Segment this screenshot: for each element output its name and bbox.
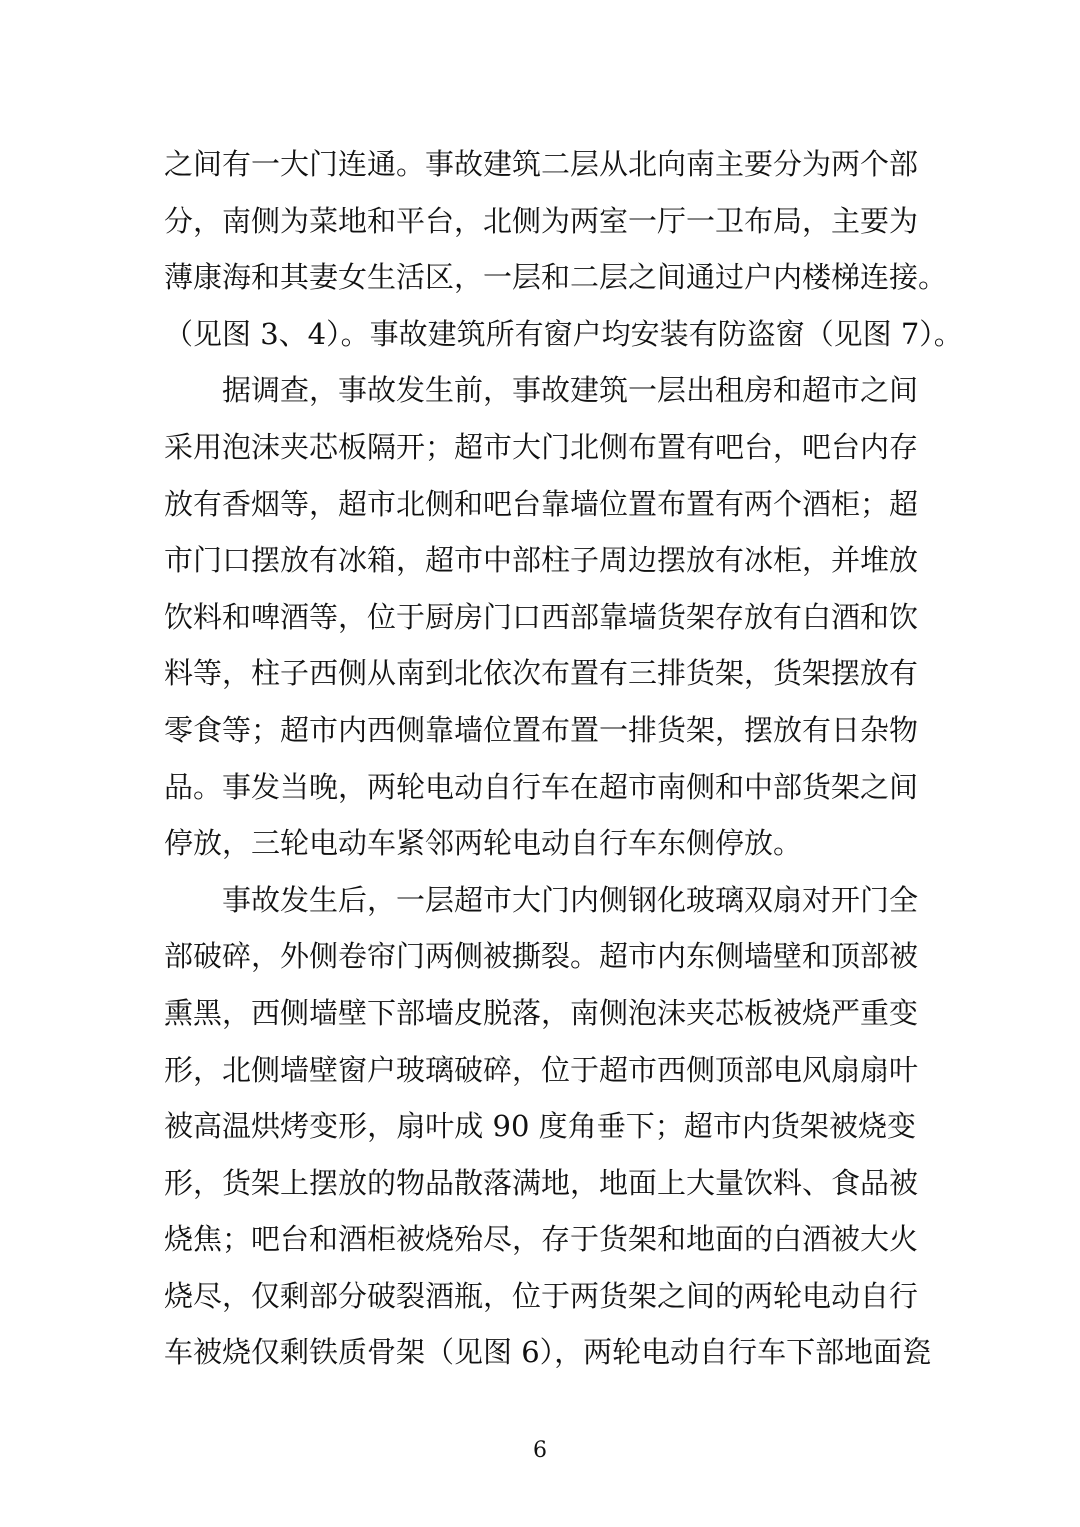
- text-line: 薄康海和其妻女生活区，一层和二层之间通过户内楼梯连接。: [164, 260, 948, 295]
- text-line: 零食等；超市内西侧靠墙位置布置一排货架，摆放有日杂物: [164, 712, 919, 747]
- text-line: 烧焦；吧台和酒柜被烧殆尽，存于货架和地面的白酒被大火: [164, 1222, 919, 1257]
- text-line: 形，货架上摆放的物品散落满地，地面上大量饮料、食品被: [164, 1165, 919, 1200]
- text-line: 据调查，事故发生前，事故建筑一层出租房和超市之间: [164, 373, 919, 408]
- text-line: （见图 3、4）。事故建筑所有窗户均安装有防盗窗（见图 7）。: [164, 316, 963, 351]
- page-number: 6: [533, 1438, 547, 1463]
- text-line: 分，南侧为菜地和平台，北侧为两室一厅一卫布局，主要为: [164, 203, 919, 238]
- text-line: 放有香烟等，超市北侧和吧台靠墙位置布置有两个酒柜；超: [164, 486, 919, 521]
- text-line: 市门口摆放有冰箱，超市中部柱子周边摆放有冰柜，并堆放: [164, 543, 919, 578]
- text-line: 被高温烘烤变形，扇叶成 90 度角垂下；超市内货架被烧变: [164, 1109, 916, 1144]
- text-line: 之间有一大门连通。事故建筑二层从北向南主要分为两个部: [164, 147, 919, 181]
- text-line: 停放，三轮电动车紧邻两轮电动自行车东侧停放。: [164, 826, 803, 861]
- text-line: 品。事发当晚，两轮电动自行车在超市南侧和中部货架之间: [164, 769, 919, 804]
- text-line: 烧尽，仅剩部分破裂酒瓶，位于两货架之间的两轮电动自行: [164, 1278, 919, 1313]
- text-line: 车被烧仅剩铁质骨架（见图 6），两轮电动自行车下部地面瓷: [164, 1335, 932, 1370]
- body-text: [164, 136, 963, 1381]
- text-line: 熏黑，西侧墙壁下部墙皮脱落，南侧泡沫夹芯板被烧严重变: [164, 995, 919, 1030]
- text-line: 形，北侧墙壁窗户玻璃破碎，位于超市西侧顶部电风扇扇叶: [164, 1052, 919, 1087]
- text-line: 料等，柱子西侧从南到北依次布置有三排货架，货架摆放有: [164, 656, 919, 691]
- text-line: 部破碎，外侧卷帘门两侧被撕裂。超市内东侧墙壁和顶部被: [164, 939, 919, 974]
- text-line: 采用泡沫夹芯板隔开；超市大门北侧布置有吧台，吧台内存: [164, 429, 919, 464]
- text-line: 事故发生后，一层超市大门内侧钢化玻璃双扇对开门全: [164, 882, 919, 917]
- text-line: 饮料和啤酒等，位于厨房门口西部靠墙货架存放有白酒和饮: [164, 599, 919, 634]
